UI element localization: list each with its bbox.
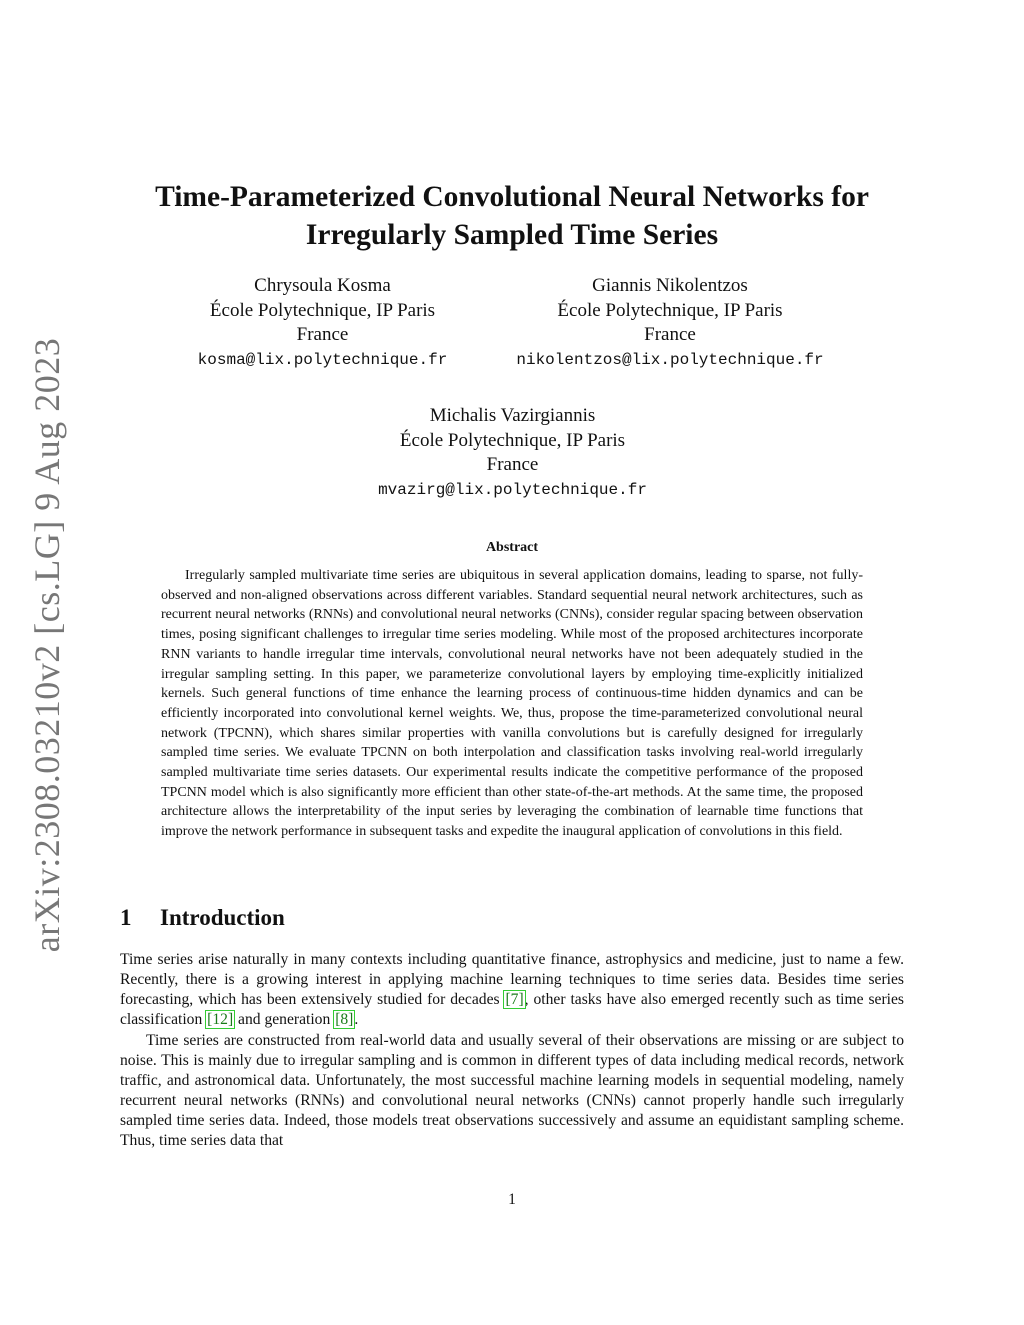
author-block-3 bbox=[330, 404, 695, 502]
section-title: Introduction bbox=[160, 905, 285, 930]
author-country: France bbox=[486, 454, 539, 475]
author-block-1 bbox=[170, 274, 475, 372]
section-heading-introduction bbox=[120, 905, 285, 931]
author-email: kosma@lix.polytechnique.fr bbox=[197, 350, 448, 369]
intro-paragraph-1 bbox=[120, 950, 904, 1030]
paragraph-text: Time series arise naturally in many contexts including quantitative finance, astrophysics and medicine, just to name a few. Recently, there is a growing interest in applying machine learning techniques to time series data. Besides time series forecasting, which has been extensively studied for decades bbox=[120, 951, 904, 1008]
citation-link-8[interactable]: [8] bbox=[335, 1011, 354, 1028]
author-country: France bbox=[644, 324, 696, 345]
author-affiliation: École Polytechnique, IP Paris bbox=[399, 429, 626, 451]
author-email: nikolentzos@lix.polytechnique.fr bbox=[516, 350, 824, 369]
paragraph-text: and generation bbox=[234, 1011, 335, 1028]
abstract-heading: Abstract bbox=[485, 540, 539, 555]
author-country: France bbox=[296, 324, 349, 345]
author-name: Michalis Vazirgiannis bbox=[429, 405, 596, 426]
citation-link-12[interactable]: [12] bbox=[207, 1011, 234, 1028]
intro-paragraph-2: Time series are constructed from real-world data and usually several of their observations are missing or are subject to noise. This is mainly due to irregular sampling and is common in different types of data including medical records, network traffic, and astronomical data. Unfortunately, the most successful machine learning models in sequential modeling, namely recurrent neural networks (RNNs) and convolutional neural networks (CNNs) cannot properly handle such irregularly sampled time series data. Indeed, those models treat observations successively and assume an equidistant sampling scheme. Thus, time series data that bbox=[120, 1032, 904, 1149]
paragraph-text: . bbox=[354, 1011, 359, 1028]
page-number: 1 bbox=[508, 1191, 516, 1208]
author-email: mvazirg@lix.polytechnique.fr bbox=[378, 480, 647, 499]
author-name: Giannis Nikolentzos bbox=[592, 275, 748, 296]
abstract-text: Irregularly sampled multivariate time series are ubiquitous in several application domains, leading to sparse, not fully-observed and non-aligned observations across different variables. Standard sequential neural network architectures, such as recurrent neural networks (RNNs) and convolutional neural networks (CNNs), consider regular spacing between observation times, posing significant challenges to irregular time series modeling. While most of the proposed architectures incorporate RNN variants to handle irregular time intervals, convolutional neural networks have not been adequately studied in the irregular sampling setting. In this paper, we parameterize convolutional layers by employing time-explicitly initialized kernels. Such general functions of time enhance the learning process of continuous-time hidden dynamics and can be efficiently incorporated into convolutional kernel weights. We, thus, propose the time-parameterized convolutional neural network (TPCNN), which shares similar properties with vanilla convolutions but is carefully designed for irregularly sampled time series. We evaluate TPCNN on both interpolation and classification tasks involving real-world irregularly sampled multivariate time series datasets. Our experimental results indicate the competitive performance of the proposed TPCNN model which is also significantly more efficient than other state-of-the-art methods. At the same time, the proposed architecture allows the interpretability of the input series by leveraging the combination of learnable time functions that improve the network performance in subsequent tasks and expedite the inaugural application of convolutions in this field. bbox=[161, 568, 863, 840]
author-block-2 bbox=[490, 274, 850, 372]
author-affiliation: École Polytechnique, IP Paris bbox=[557, 299, 783, 321]
citation-link-7[interactable]: [7] bbox=[505, 991, 524, 1008]
paper-title: Time-Parameterized Convolutional Neural Networks for Irregularly Sampled Time Series bbox=[155, 181, 869, 251]
arxiv-identifier-text: arXiv:2308.03210v2 [cs.LG] 9 Aug 2023 bbox=[27, 337, 67, 953]
section-number: 1 bbox=[120, 905, 132, 930]
paragraph-text: , other tasks have also emerged recently such as time series classification bbox=[120, 991, 904, 1028]
arxiv-identifier-stamp bbox=[18, 337, 76, 953]
author-affiliation: École Polytechnique, IP Paris bbox=[209, 299, 436, 321]
author-name: Chrysoula Kosma bbox=[254, 275, 391, 296]
